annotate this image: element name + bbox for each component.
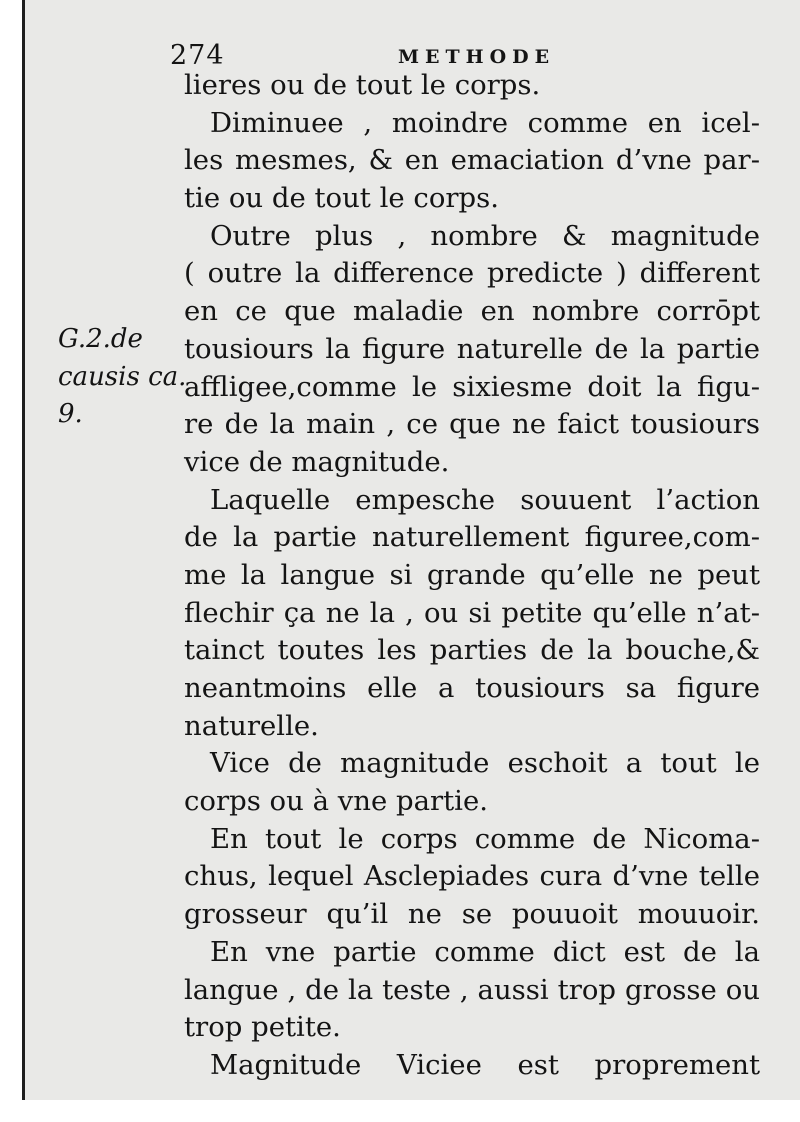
scan-border bbox=[0, 0, 22, 1122]
text-line: trop petite. bbox=[184, 1011, 341, 1044]
text-line: chus, lequel Asclepiades cura d’vne telle bbox=[184, 860, 760, 893]
text-line: les mesmes, & en emaciation d’vne par- bbox=[184, 144, 760, 177]
text-line: naturelle. bbox=[184, 709, 319, 742]
margin-note-line: causis ca. bbox=[58, 361, 187, 392]
scan-bottom-border bbox=[0, 1100, 800, 1122]
text-line: Outre plus , nombre & magnitude bbox=[210, 219, 760, 252]
text-line: me la langue si grande qu’elle ne peut bbox=[184, 558, 760, 591]
text-line: de la partie naturellement figuree,com- bbox=[184, 521, 760, 554]
text-line: Magnitude Viciee est proprement bbox=[210, 1048, 760, 1081]
text-line: lieres ou de tout le corps. bbox=[184, 69, 541, 101]
margin-note-line: G.2.de bbox=[58, 324, 143, 354]
text-line: grosseur qu’il ne se pouuoit mouuoir. bbox=[184, 898, 760, 931]
text-line: neantmoins elle a tousiours sa figure bbox=[184, 672, 760, 704]
text-line: tie ou de tout le corps. bbox=[184, 182, 499, 215]
text-line: tousiours la figure naturelle de la partie bbox=[184, 332, 760, 365]
margin-note-line: 9. bbox=[58, 399, 83, 430]
text-line: En vne partie comme dict est de la bbox=[210, 935, 760, 968]
text-line: re de la main , ce que ne faict tousiours bbox=[184, 408, 760, 441]
text-line: ( outre la difference predicte ) different bbox=[184, 257, 760, 290]
text-line: vice de magnitude. bbox=[184, 445, 450, 478]
margin-note bbox=[58, 321, 187, 434]
text-line: flechir ça ne la , ou si petite qu’elle n’at- bbox=[184, 596, 760, 629]
text-line: Laquelle empesche souuent l’action bbox=[210, 483, 760, 516]
page-number: 274 bbox=[170, 40, 225, 71]
text-line: affligee,comme le sixiesme doit la figu- bbox=[184, 370, 760, 403]
text-line: Diminuee , moindre comme en icel- bbox=[210, 106, 760, 139]
page-gutter-edge bbox=[22, 0, 25, 1122]
text-line: corps ou à vne partie. bbox=[184, 785, 488, 818]
text-line: en ce que maladie en nombre corrōpt bbox=[184, 295, 760, 328]
text-line: langue , de la teste , aussi trop grosse ou bbox=[184, 973, 760, 1006]
text-line: tainct toutes les parties de la bouche,& bbox=[184, 634, 760, 667]
running-head: METHODE bbox=[398, 46, 556, 68]
text-line: Vice de magnitude eschoit a tout le bbox=[210, 747, 760, 780]
text-line: En tout le corps comme de Nicoma- bbox=[210, 822, 760, 855]
body-text bbox=[184, 67, 760, 1085]
